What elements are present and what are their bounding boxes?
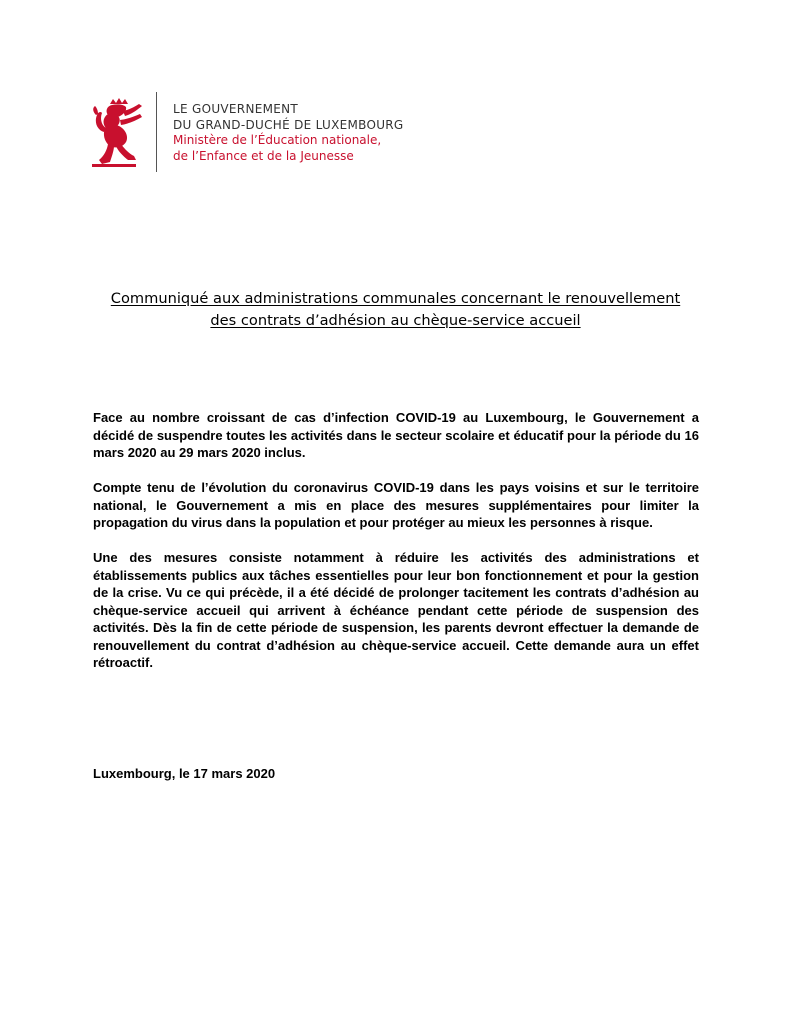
- ministry-line-2: de l’Enfance et de la Jeunesse: [173, 148, 354, 163]
- red-lion-emblem-icon: [90, 98, 146, 168]
- place-and-date: Luxembourg, le 17 mars 2020: [93, 766, 276, 781]
- body-paragraph-1: Face au nombre croissant de cas d’infection COVID-19 au Luxembourg, le Gouvernement a décidé de suspendre toutes les activités dans le secteur scolaire et éducatif pour la période du 16 mars 2020 au 29 mars 2020 inclus.: [93, 410, 699, 460]
- ministry-line-1: Ministère de l’Éducation nationale,: [173, 133, 382, 147]
- body-paragraph-2: Compte tenu de l’évolution du coronavirus COVID-19 dans les pays voisins et sur le territoire national, le Gouvernement a mis en place des mesures supplémentaires pour limiter la propagation du virus dans la population et pour protéger au mieux les personnes à risque.: [93, 480, 699, 530]
- document-body: [93, 409, 699, 689]
- government-line-2: DU GRAND-DUCHÉ DE LUXEMBOURG: [173, 117, 404, 132]
- government-line-1: LE GOUVERNEMENT: [173, 102, 299, 116]
- document-title: [92, 288, 699, 332]
- letterhead-divider: [156, 92, 157, 172]
- letterhead: [90, 92, 404, 172]
- body-paragraph-3: Une des mesures consiste notamment à réduire les activités des administrations et établissements publics aux tâches essentielles pour leur bon fonctionnement et pour la gestion de la crise. Vu ce qui précède, il a été décidé de prolonger tacitement les contrats d’adhésion au chèque-service accueil qui arrivent à échéance pendant cette période de suspension des activités. Dès la fin de cette période de suspension, les parents devront effectuer la demande de renouvellement du contrat d’adhésion au chèque-service accueil. Cette demande aura un effet rétroactif.: [93, 550, 699, 670]
- document-title-line-2: des contrats d’adhésion au chèque-service accueil: [210, 312, 581, 329]
- document-title-line-1: Communiqué aux administrations communales concernant le renouvellement: [110, 290, 681, 307]
- ministry-name: [173, 92, 404, 164]
